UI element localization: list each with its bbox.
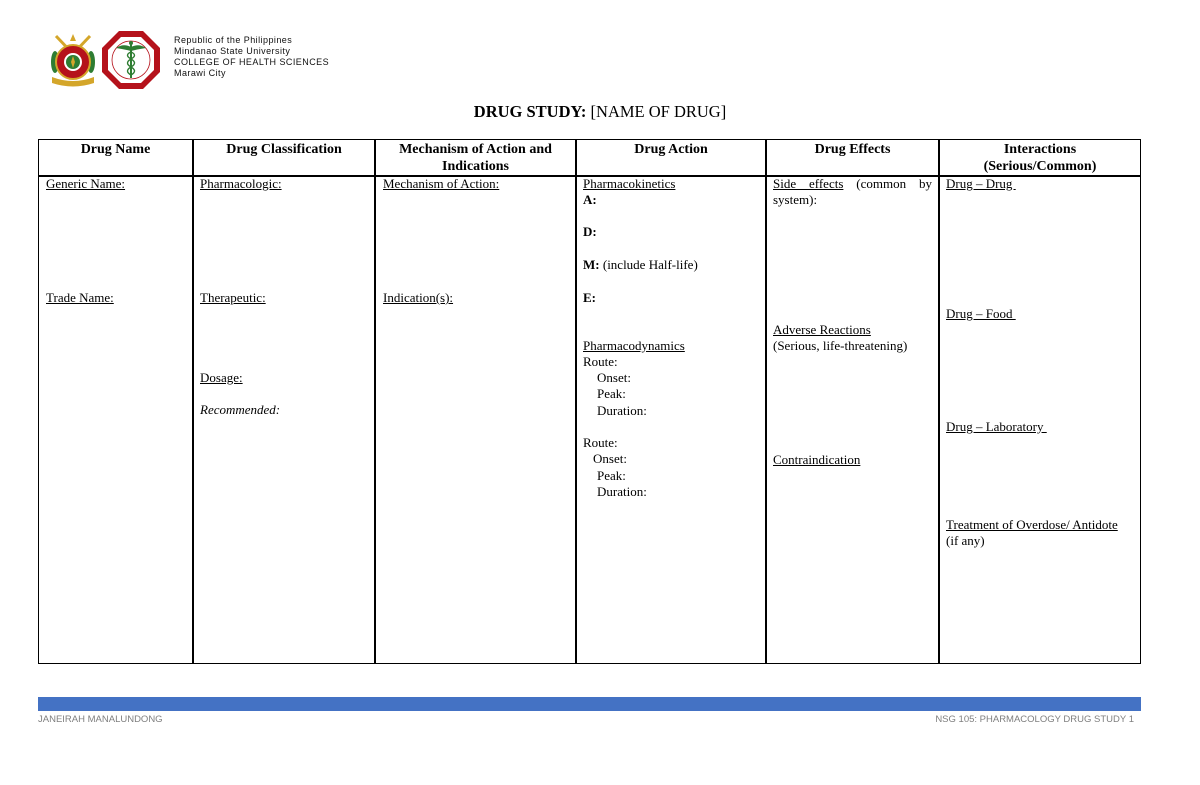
dosage-label: Dosage: <box>200 370 243 385</box>
column-divider <box>192 139 194 664</box>
trade-name-label: Trade Name: <box>46 290 114 305</box>
header-drug-name: Drug Name <box>80 142 151 157</box>
excretion-label: E: <box>583 290 596 305</box>
column-divider <box>374 139 376 664</box>
column-divider <box>765 139 767 664</box>
contraindication-label: Contraindication <box>773 452 861 467</box>
onset-label: Onset: <box>597 370 631 385</box>
footer-bar <box>38 697 1141 711</box>
footer-course: NSG 105: PHARMACOLOGY DRUG STUDY 1 <box>935 714 1134 725</box>
generic-name-label: Generic Name: <box>46 176 126 191</box>
pharmacokinetics-label: Pharmacokinetics <box>583 176 676 191</box>
city-line: Marawi City <box>174 68 226 78</box>
metabolism-line <box>583 257 698 273</box>
onset-label: Onset: <box>593 451 627 466</box>
column-divider <box>938 139 940 664</box>
recommended-label: Recommended: <box>200 402 281 417</box>
header-drug-classification: Drug Classification <box>226 142 342 157</box>
overdose-treatment-label: Treatment of Overdose/ Antidote <box>946 517 1118 532</box>
header-interactions <box>939 141 1141 175</box>
drug-food-label: Drug – Food <box>946 306 1016 321</box>
page-title <box>0 102 1200 122</box>
duration-label: Duration: <box>597 484 647 499</box>
drug-laboratory-label: Drug – Laboratory <box>946 419 1047 434</box>
title-label: DRUG STUDY: <box>473 102 587 121</box>
metabolism-label: M: <box>583 257 600 272</box>
metabolism-note: (include Half-life) <box>602 257 698 272</box>
distribution-label: D: <box>583 224 597 239</box>
footer-author: JANEIRAH MANALUNDONG <box>38 714 163 725</box>
pharmacodynamics-label: Pharmacodynamics <box>583 338 685 353</box>
duration-label: Duration: <box>597 403 647 418</box>
indications-label: Indication(s): <box>383 290 454 305</box>
column-divider <box>575 139 577 664</box>
college-health-sciences-seal-icon <box>101 30 161 90</box>
adverse-reactions-label: Adverse Reactions <box>773 322 871 337</box>
therapeutic-label: Therapeutic: <box>200 290 266 305</box>
college-name: COLLEGE OF HEALTH SCIENCES <box>174 57 330 67</box>
peak-label: Peak: <box>597 468 626 483</box>
side-effects-note: (common by system): <box>773 176 932 207</box>
header-interactions-label: Interactions <box>1003 142 1077 157</box>
side-effects-label: Side effects <box>773 176 844 191</box>
route-label: Route: <box>583 354 618 369</box>
pharmacologic-label: Pharmacologic: <box>200 176 282 191</box>
header-drug-action: Drug Action <box>634 142 708 157</box>
absorption-label: A: <box>583 192 597 207</box>
overdose-treatment-note: (if any) <box>946 533 985 548</box>
university-name: Mindanao State University <box>174 46 291 56</box>
title-drug-placeholder: [NAME OF DRUG] <box>590 102 727 121</box>
drug-drug-label: Drug – Drug <box>946 176 1016 191</box>
peak-label: Peak: <box>597 386 626 401</box>
adverse-reactions-note: (Serious, life-threatening) <box>773 338 908 353</box>
route-label: Route: <box>583 435 618 450</box>
header-interactions-sublabel: (Serious/Common) <box>983 159 1097 174</box>
header-drug-effects: Drug Effects <box>814 142 891 157</box>
side-effects-block <box>773 176 932 208</box>
mechanism-of-action-label: Mechanism of Action: <box>383 176 500 191</box>
republic-line: Republic of the Philippines <box>174 35 293 45</box>
header-mechanism: Mechanism of Action and Indications <box>399 142 552 174</box>
msu-seal-icon <box>49 32 97 88</box>
